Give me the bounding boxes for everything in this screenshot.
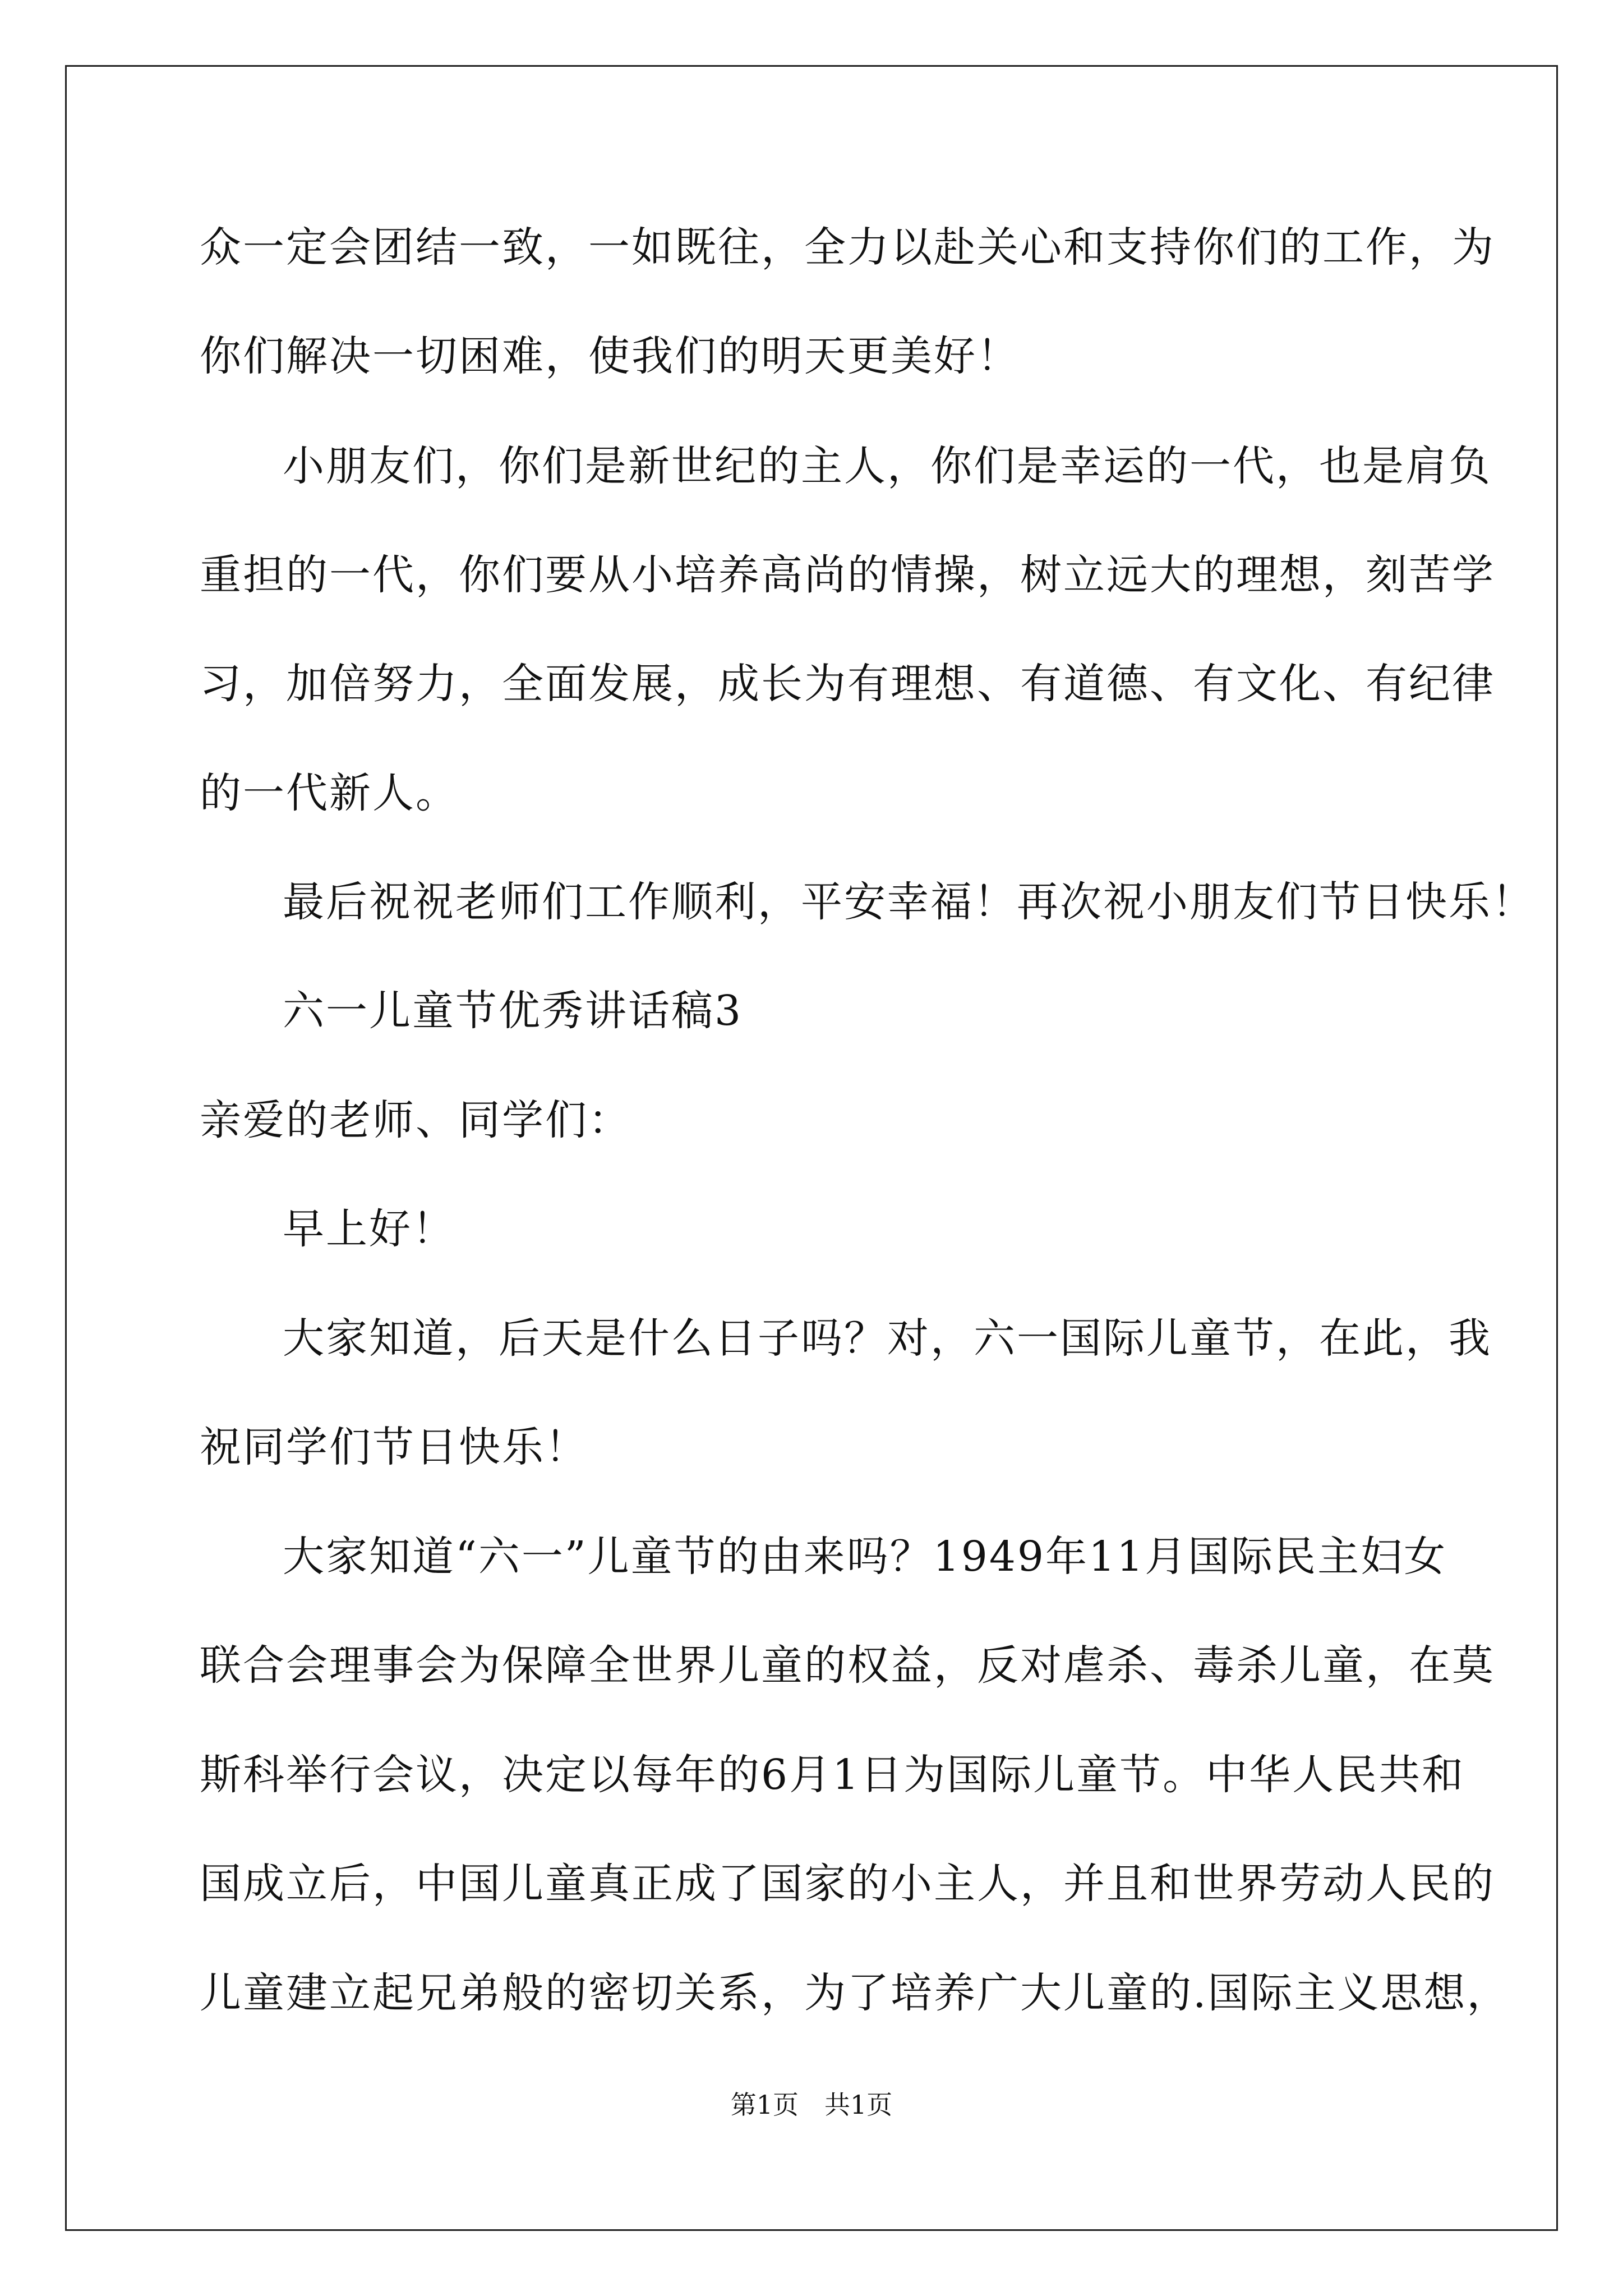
section-heading: 六一儿童节优秀讲话稿3 [283,987,743,1035]
body-line: 众一定会团结一致，一如既往，全力以赴关心和支持你们的工作，为 [200,223,1495,272]
salutation: 亲爱的老师、同学们： [200,1096,631,1144]
body-line: 国成立后，中国儿童真正成了国家的小主人，并且和世界劳动人民的 [200,1860,1495,1908]
greeting: 早上好！ [283,1205,455,1253]
body-line: 祝同学们节日快乐！ [200,1423,588,1471]
body-line: 习，加倍努力，全面发展，成长为有理想、有道德、有文化、有纪律 [200,660,1495,708]
body-line: 你们解决一切困难，使我们的明天更美好！ [200,332,1020,380]
body-line: 大家知道，后天是什么日子吗？对，六一国际儿童节，在此，我 [283,1314,1492,1363]
page-footer: 第1页 共1页 [730,2090,893,2120]
body-line: 最后祝祝老师们工作顺利，平安幸福！再次祝小朋友们节日快乐！ [283,878,1535,926]
body-line: 的一代新人。 [200,769,459,817]
body-line: 斯科举行会议，决定以每年的6月1日为国际儿童节。中华人民共和 [200,1751,1465,1799]
body-line: 大家知道“六一”儿童节的由来吗？1949年11月国际民主妇女 [283,1533,1447,1581]
body-line: 重担的一代，你们要从小培养高尚的情操，树立远大的理想，刻苦学 [200,551,1495,599]
body-line: 小朋友们，你们是新世纪的主人，你们是幸运的一代，也是肩负 [283,442,1492,490]
body-line: 联合会理事会为保障全世界儿童的权益，反对虐杀、毒杀儿童，在莫 [200,1641,1495,1690]
body-line: 儿童建立起兄弟般的密切关系，为了培养广大儿童的.国际主义思想， [200,1969,1510,2017]
